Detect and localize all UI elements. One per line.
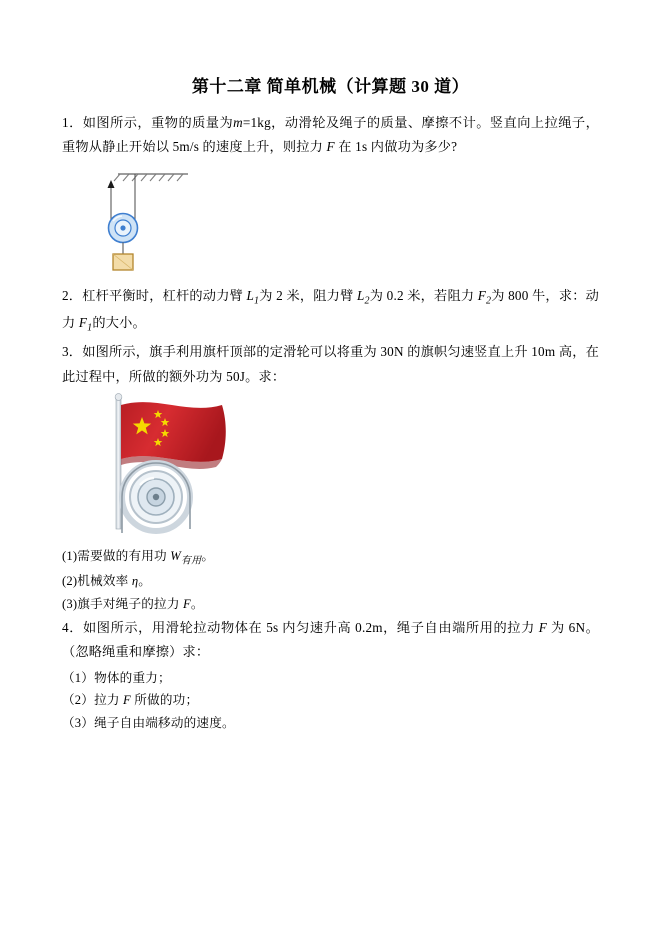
problem-4-sub-1: （1）物体的重力； — [62, 670, 171, 685]
problem-2-text: 2．杠杆平衡时，杠杆的动力臂 $L_1$为 2 米，阻力臂 $L_2$为 0.2 米，若阻力 $F_2$为 800 牛，求：动力 $F_1$的大小。 — [62, 287, 600, 334]
problem-4-sub-2: （2）拉力 F 所做的功； — [62, 693, 199, 708]
problem-3-sub-1: (1)需要做的有用功 $W_{有用}$。 — [62, 548, 215, 567]
problem-4-sub-3: （3）绳子自由端移动的速度。 — [62, 715, 235, 730]
flag-pulley-figure — [96, 393, 286, 541]
problem-3-sub-2: (2)机械效率 η。 — [62, 574, 152, 589]
page-title: 第十二章 简单机械（计算题 30 道） — [191, 77, 470, 96]
problem-4-text: 4．如图所示，用滑轮拉动物体在 5s 内匀速升高 0.2m，绳子自由端所用的拉力 F 为 6N。（忽略绳重和摩擦）求： — [62, 619, 599, 660]
problem-3-sub-3: (3)旗手对绳子的拉力 F。 — [62, 597, 204, 612]
problem-1-text: 1．如图所示，重物的质量为m=1kg，动滑轮及绳子的质量、摩擦不计。竖直向上拉绳子，重物从静止开始以 5m/s 的速度上升，则拉力 F 在 1s 内做功为多少? — [62, 115, 599, 155]
problem-3-text: 3．如图所示，旗手利用旗杆顶部的定滑轮可以将重为 30N 的旗帜匀速竖直上升 10m 高，在此过程中，所做的额外功为 50J。求： — [62, 344, 599, 384]
pulley-block-figure — [80, 166, 230, 278]
